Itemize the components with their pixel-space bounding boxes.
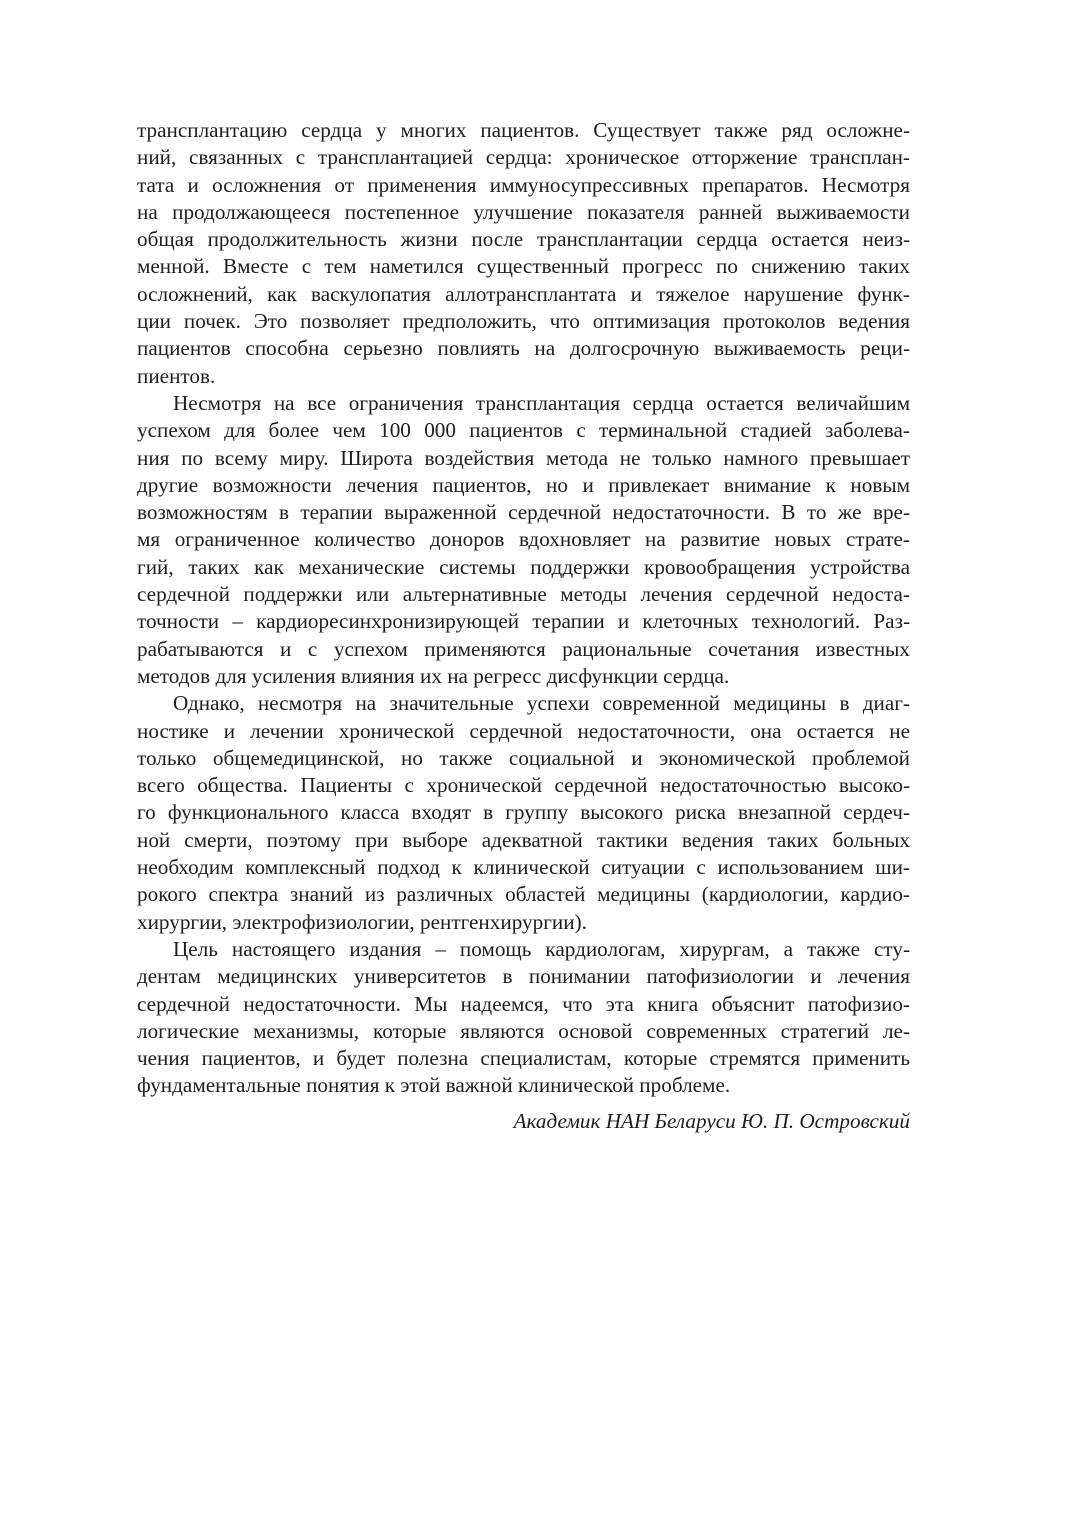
text-line: тата и осложнения от применения иммуносупрессивных препаратов. Несмотря <box>137 172 910 197</box>
text-line: гий, таких как механические системы поддержки кровообращения устройства <box>137 554 910 579</box>
text-line: ний, связанных с трансплантацией сердца: хроническое отторжение трансплан- <box>137 145 910 170</box>
text-line: на продолжающееся постепенное улучшение показателя ранней выживаемости <box>137 199 910 224</box>
text-line: общая продолжительность жизни после трансплантации сердца остается неиз- <box>137 227 910 252</box>
text-line: хирургии, электрофизиологии, рентгенхирургии). <box>137 909 587 934</box>
text-line: другие возможности лечения пациентов, но и привлекает внимание к новым <box>137 472 910 497</box>
text-line: фундаментальные понятия к этой важной клинической проблеме. <box>137 1073 731 1098</box>
text-line: успехом для более чем 100 000 пациентов с терминальной стадией заболева- <box>137 418 910 443</box>
body-text <box>137 117 910 1100</box>
text-line: Несмотря на все ограничения трансплантация сердца остается величайшим <box>173 390 910 415</box>
text-line: сердечной поддержки или альтернативные методы лечения сердечной недоста- <box>137 582 910 607</box>
text-line: дентам медицинских университетов в понимании патофизиологии и лечения <box>137 964 910 989</box>
paragraph <box>137 936 910 1100</box>
text-line: чения пациентов, и будет полезна специалистам, которые стремятся применить <box>137 1046 910 1071</box>
paragraph <box>137 690 910 936</box>
text-line: осложнений, как васкулопатия аллотрансплантата и тяжелое нарушение функ- <box>137 281 910 306</box>
text-line: Однако, несмотря на значительные успехи современной медицины в диаг- <box>173 691 910 716</box>
paragraph <box>137 390 910 690</box>
text-line: возможностям в терапии выраженной сердечной недостаточности. В то же вре- <box>137 500 910 525</box>
signature: Академик НАН Беларуси Ю. П. Островский <box>513 1108 910 1133</box>
text-line: необходим комплексный подход к клинической ситуации с использованием ши- <box>137 855 910 880</box>
text-line: логические механизмы, которые являются основой современных стратегий ле- <box>137 1018 910 1043</box>
text-line: пиентов. <box>137 363 216 388</box>
text-line: всего общества. Пациенты с хронической сердечной недостаточностью высоко- <box>137 773 910 798</box>
text-line: ции почек. Это позволяет предположить, что оптимизация протоколов ведения <box>137 309 910 334</box>
text-line: ностике и лечении хронической сердечной недостаточности, она остается не <box>137 718 910 743</box>
text-line: ной смерти, поэтому при выборе адекватной тактики ведения таких больных <box>137 827 910 852</box>
text-line: рокого спектра знаний из различных областей медицины (кардиологии, кардио- <box>137 882 910 907</box>
document-page <box>137 117 910 1135</box>
text-line: точности – кардиоресинхронизирующей терапии и клеточных технологий. Раз- <box>137 609 910 634</box>
text-line: менной. Вместе с тем наметился существенный прогресс по снижению таких <box>137 254 910 279</box>
paragraph <box>137 117 910 390</box>
text-line: трансплантацию сердца у многих пациентов. Существует также ряд осложне- <box>137 118 910 142</box>
text-line: мя ограниченное количество доноров вдохновляет на развитие новых страте- <box>137 527 910 552</box>
text-line: ния по всему миру. Широта воздействия метода не только намного превышает <box>137 445 910 470</box>
text-line: пациентов способна серьезно повлиять на долгосрочную выживаемость реци- <box>137 336 910 361</box>
text-line: рабатываются и с успехом применяются рациональные сочетания известных <box>137 636 910 661</box>
text-line: Цель настоящего издания – помощь кардиологам, хирургам, а также сту- <box>173 936 910 961</box>
text-line: методов для усиления влияния их на регресс дисфункции сердца. <box>137 663 730 688</box>
text-line: го функционального класса входят в группу высокого риска внезапной сердеч- <box>137 800 910 825</box>
text-line: сердечной недостаточности. Мы надеемся, что эта книга объяснит патофизио- <box>137 991 910 1016</box>
text-line: только общемедицинской, но также социальной и экономической проблемой <box>137 745 910 770</box>
